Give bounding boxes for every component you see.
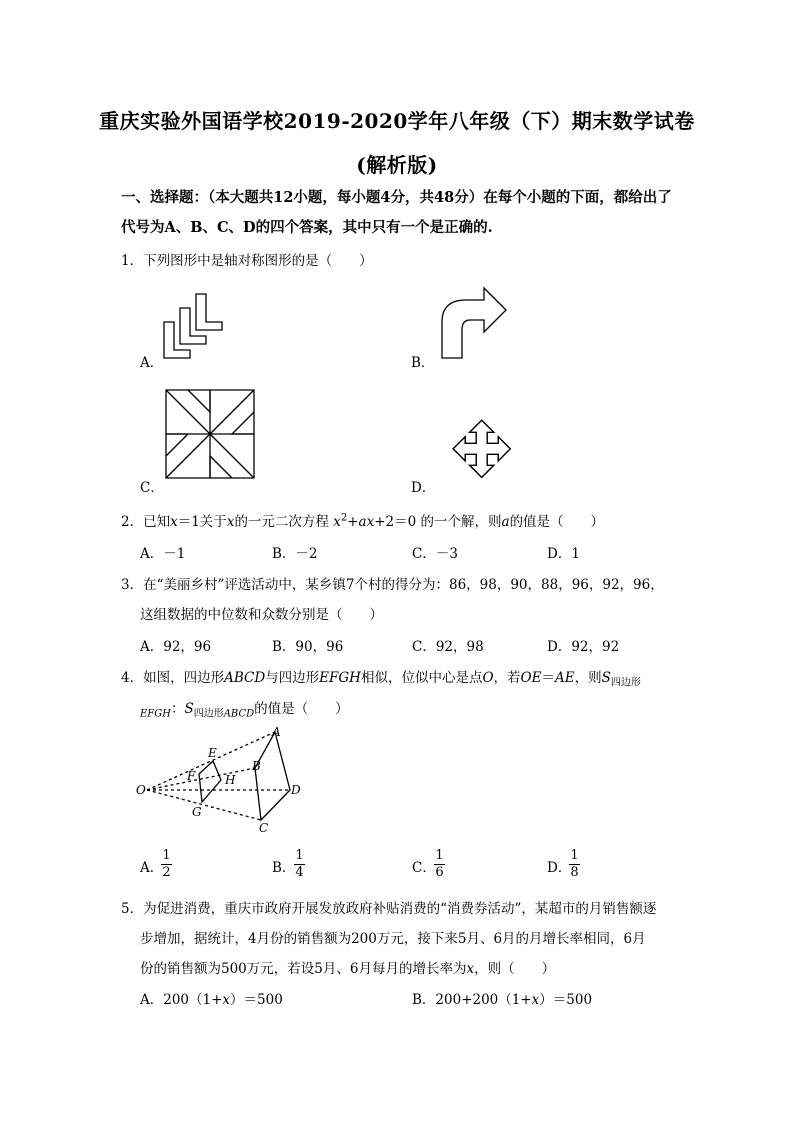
exam-subtitle: (解析版) — [356, 153, 438, 177]
label-e: E — [208, 746, 217, 760]
q2-option-a: A．－1 — [140, 546, 186, 562]
label-a: A — [272, 725, 281, 739]
q5-option-b: B．200+200（1+x）＝500 — [412, 992, 593, 1008]
q4-option-a-fraction: 1 2 — [162, 848, 171, 880]
question-1-stem: 1．下列图形中是轴对称图形的是（ ） — [121, 253, 373, 269]
four-arrow-cross-figure — [441, 408, 521, 488]
q4-option-d-label: D． — [547, 860, 572, 876]
q1-option-b-label: B． — [411, 355, 435, 371]
q4-option-c-label: C． — [412, 860, 436, 876]
label-o: O — [136, 783, 146, 797]
q1-option-d-label: D． — [411, 480, 436, 496]
label-c: C — [259, 821, 269, 835]
q4-option-d-fraction: 1 8 — [570, 848, 579, 880]
q4-option-c-fraction: 1 6 — [435, 848, 444, 880]
label-g: G — [192, 805, 202, 819]
quad-abcd — [255, 732, 290, 820]
curved-arrow-figure — [440, 286, 520, 366]
q4-option-b-fraction: 1 4 — [295, 848, 304, 880]
question-5-stem-line3: 份的销售额为500万元，若设5月、6月每月的增长率为x，则（ ） — [140, 961, 556, 977]
q1-option-a-label: A． — [140, 355, 164, 371]
q3-option-a: A．92，96 — [140, 639, 212, 655]
q2-option-b: B．－2 — [272, 546, 318, 562]
section-heading: 一、选择题：（本大题共12小题，每小题4分，共48分）在每个小题的下面，都给出了代号为A、B、C、D的四个答案，其中只有一个是正确的. — [121, 189, 672, 236]
label-b: B — [252, 759, 261, 773]
q2-option-d: D．1 — [547, 546, 580, 562]
q3-option-c: C．92，98 — [412, 639, 484, 655]
q3-option-b: B．90，96 — [272, 639, 344, 655]
question-3-stem-line2: 这组数据的中位数和众数分别是（ ） — [140, 607, 383, 623]
similar-quadrilaterals-figure — [135, 724, 315, 834]
question-2-stem: 2．已知x＝1关于x的一元二次方程 $x^2+ax+2=0$ 的一个解，则a的值是（ ） — [121, 512, 605, 530]
q1-option-c-label: C． — [140, 480, 164, 496]
question-3-stem-line1: 3．在“美丽乡村”评选活动中，某乡镇7个村的得分为：86，98，90，88，96，92，96， — [121, 577, 664, 593]
label-d: D — [291, 783, 301, 797]
q4-option-b-label: B． — [272, 860, 296, 876]
question-5-stem-line2: 步增加，据统计，4月份的销售额为200万元，接下来5月、6月的月增长率相同，6月 — [140, 931, 646, 947]
nested-l-shapes-figure — [160, 292, 230, 362]
label-f: F — [187, 769, 196, 783]
q3-option-d: D．92，92 — [547, 639, 620, 655]
question-4-stem-line2: $_{EFGH}$：$S_{四边形ABCD}$的值是（ ） — [140, 701, 349, 720]
label-h: H — [225, 773, 236, 787]
q5-option-a: A．200（1+x）＝500 — [140, 992, 283, 1008]
pinwheel-figure — [164, 388, 264, 488]
ray-oc — [147, 790, 261, 820]
q4-option-a-label: A． — [140, 860, 164, 876]
q2-option-c: C．－3 — [412, 546, 458, 562]
question-5-stem-line1: 5．为促进消费，重庆市政府开展发放政府补贴消费的“消费券活动”，某超市的月销售额逐 — [121, 901, 657, 917]
quad-efgh — [199, 761, 221, 802]
question-4-stem-line1: 4．如图，四边形ABCD与四边形EFGH相似，位似中心是点O，若OE＝AE，则$S_{四边形}$ — [121, 670, 641, 689]
exam-title: 重庆实验外国语学校2019-2020学年八年级（下）期末数学试卷 — [99, 109, 695, 133]
